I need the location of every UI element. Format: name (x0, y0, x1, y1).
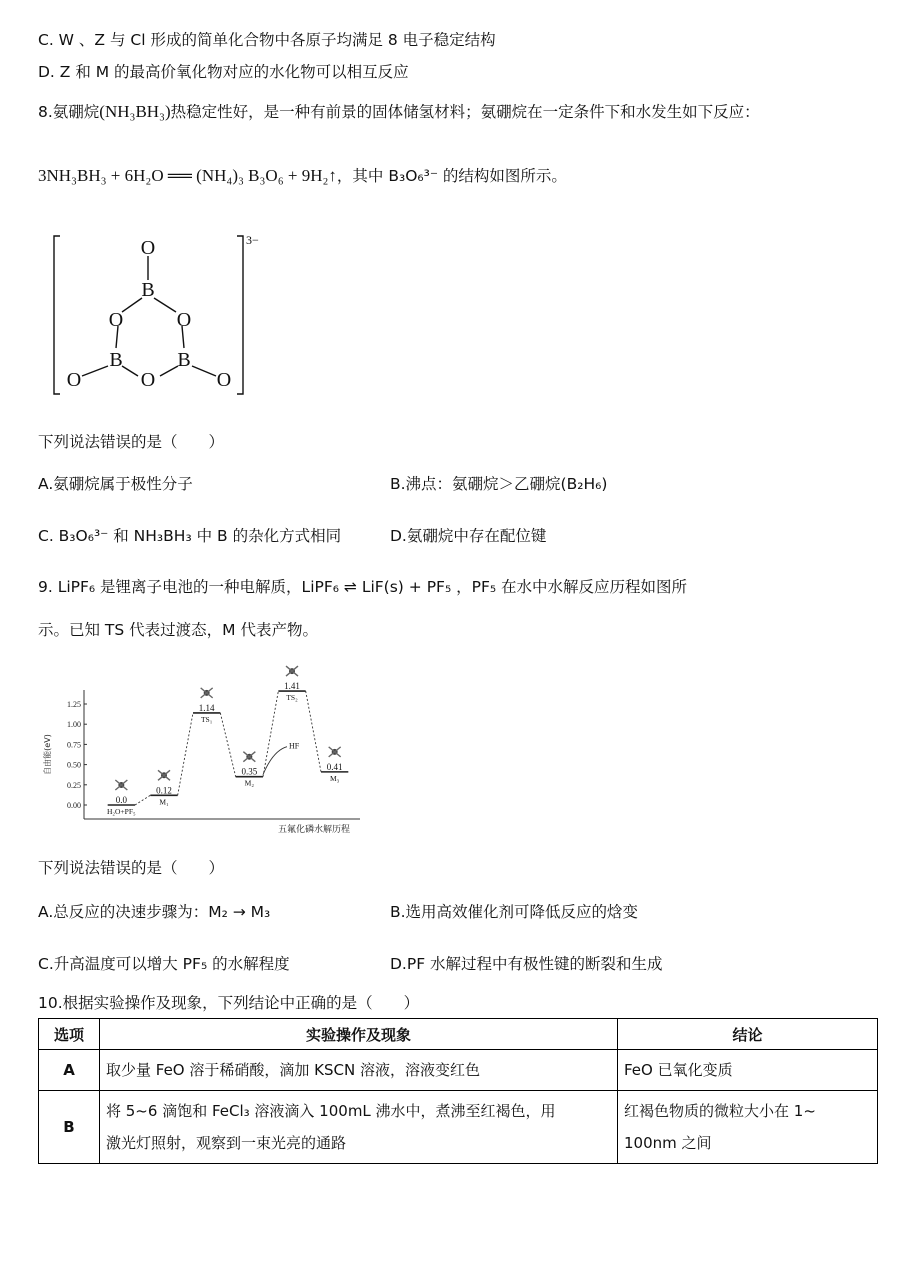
table-header-row (39, 1019, 878, 1050)
table-row (39, 1091, 878, 1164)
right-bracket (237, 236, 243, 394)
state-label: M₂ (244, 778, 254, 788)
q8-equation-tail: ，其中 B₃O₆³⁻ 的结构如图所示。 (336, 167, 567, 185)
q8-intro-a: 8.氨硼烷 (38, 103, 100, 121)
energy-value-label: 0.12 (156, 785, 172, 796)
hf-arrow (263, 747, 287, 775)
q8-equation-line (38, 164, 567, 186)
atom-b-top: B (141, 279, 155, 301)
y-tick-label: 1.00 (67, 720, 81, 730)
energy-value-label: 1.41 (284, 681, 300, 692)
y-tick-label: 0.00 (67, 801, 81, 810)
q9-option-d: D.PF 水解过程中有极性键的断裂和生成 (390, 955, 663, 973)
atom-o-bottom-right: O (216, 369, 232, 391)
atom-o-bottom-left: O (66, 369, 82, 391)
q9-line2: 示。已知 TS 代表过渡态，M 代表产物。 (38, 621, 318, 639)
row-b-conclusion-line2: 100nm 之间 (624, 1134, 712, 1152)
pathway-connector (263, 691, 278, 777)
atom-o-bottom: O (140, 369, 156, 391)
state-label: TS₁ (200, 714, 213, 724)
state-label: M₃ (330, 773, 340, 783)
header-operation: 实验操作及现象 (100, 1019, 618, 1050)
state-label: H₂O+PF₅ (107, 807, 136, 816)
energy-profile-chart (38, 652, 368, 842)
q8-formula: (NH₃BH₃) (99, 102, 171, 121)
row-b-operation-line1: 将 5~6 滴饱和 FeCl₃ 溶液滴入 100mL 沸水中，煮沸至红褐色，用 (106, 1102, 556, 1120)
pathway-connector (306, 691, 321, 772)
b3o6-structure (38, 222, 278, 402)
row-b-operation-line2: 激光灯照射，观察到一束光亮的通路 (106, 1134, 347, 1152)
table-row (39, 1050, 878, 1091)
pathway-connector (220, 713, 235, 777)
q9-option-a: A.总反应的决速步骤为：M₂ → M₃ (38, 903, 271, 921)
ion-charge: 3− (246, 233, 259, 247)
q8-option-a: A.氨硼烷属于极性分子 (38, 475, 193, 493)
row-b-option: B (39, 1091, 100, 1164)
atom-b-left: B (109, 349, 123, 371)
atom-o-right: O (176, 309, 192, 331)
option-d-q7: D. Z 和 M 的最高价氧化物对应的水化物可以相互反应 (38, 63, 409, 81)
energy-profile-svg (38, 652, 368, 842)
q8-equation: 3NH₃BH₃ + 6H₂O ══ (NH₄)₃ B₃O₆ + 9H₂↑ (38, 166, 337, 185)
q8-intro-b: 热稳定性好，是一种有前景的固体储氢材料；氨硼烷在一定条件下和水发生如下反应： (170, 103, 760, 121)
y-tick-label: 1.25 (67, 700, 81, 709)
header-conclusion: 结论 (618, 1019, 878, 1050)
row-a-operation: 取少量 FeO 溶于稀硝酸，滴加 KSCN 溶液，溶液变红色 (100, 1050, 618, 1091)
q10-stem: 10.根据实验操作及现象，下列结论中正确的是（ ） (38, 994, 420, 1012)
energy-value-label: 0.41 (326, 761, 343, 772)
y-tick-label: 0.25 (67, 780, 81, 790)
atom-o-left: O (108, 309, 124, 331)
pathway-connector (135, 795, 150, 805)
header-option: 选项 (39, 1019, 100, 1050)
q8-option-b: B.沸点：氨硼烷＞乙硼烷(B₂H₆) (390, 475, 608, 493)
q9-line1: 9. LiPF₆ 是锂离子电池的一种电解质，LiPF₆ ⇌ LiF(s) + PF₅ ，PF₅ 在水中水解反应历程如图所 (38, 578, 687, 596)
q8-option-d: D.氨硼烷中存在配位键 (390, 527, 547, 545)
state-label: M₁ (159, 797, 169, 807)
row-b-conclusion-line1: 红褐色物质的微粒大小在 1~ (624, 1102, 816, 1120)
y-tick-label: 0.50 (67, 760, 81, 770)
q8-stem: 下列说法错误的是（ ） (38, 433, 225, 451)
row-b-operation (100, 1091, 618, 1164)
row-b-conclusion (618, 1091, 878, 1164)
q9-option-b: B.选用高效催化剂可降低反应的焓变 (390, 903, 639, 921)
atom-b-right: B (177, 349, 191, 371)
state-label: TS₂ (286, 693, 298, 703)
y-tick-label: 0.75 (67, 740, 81, 750)
q9-option-c: C.升高温度可以增大 PF₅ 的水解程度 (38, 955, 290, 973)
atom-o-top: O (140, 237, 156, 259)
energy-value-label: 1.14 (198, 702, 215, 713)
row-a-conclusion: FeO 已氧化变质 (618, 1050, 878, 1091)
pathway-connector (178, 713, 193, 795)
option-c-q7: C. W 、Z 与 Cl 形成的简单化合物中各原子均满足 8 电子稳定结构 (38, 31, 496, 49)
q9-stem: 下列说法错误的是（ ） (38, 859, 225, 877)
q8-intro (38, 100, 760, 122)
energy-value-label: 0.0 (115, 795, 127, 805)
energy-value-label: 0.35 (241, 766, 258, 777)
hf-label: HF (288, 741, 300, 751)
q8-option-c: C. B₃O₆³⁻ 和 NH₃BH₃ 中 B 的杂化方式相同 (38, 527, 342, 545)
y-axis-label: 自由能(eV) (43, 734, 52, 775)
experiment-table (38, 1018, 878, 1164)
x-axis-label: 五氟化磷水解历程 (277, 825, 350, 835)
left-bracket (54, 236, 60, 394)
row-a-option: A (39, 1050, 100, 1091)
